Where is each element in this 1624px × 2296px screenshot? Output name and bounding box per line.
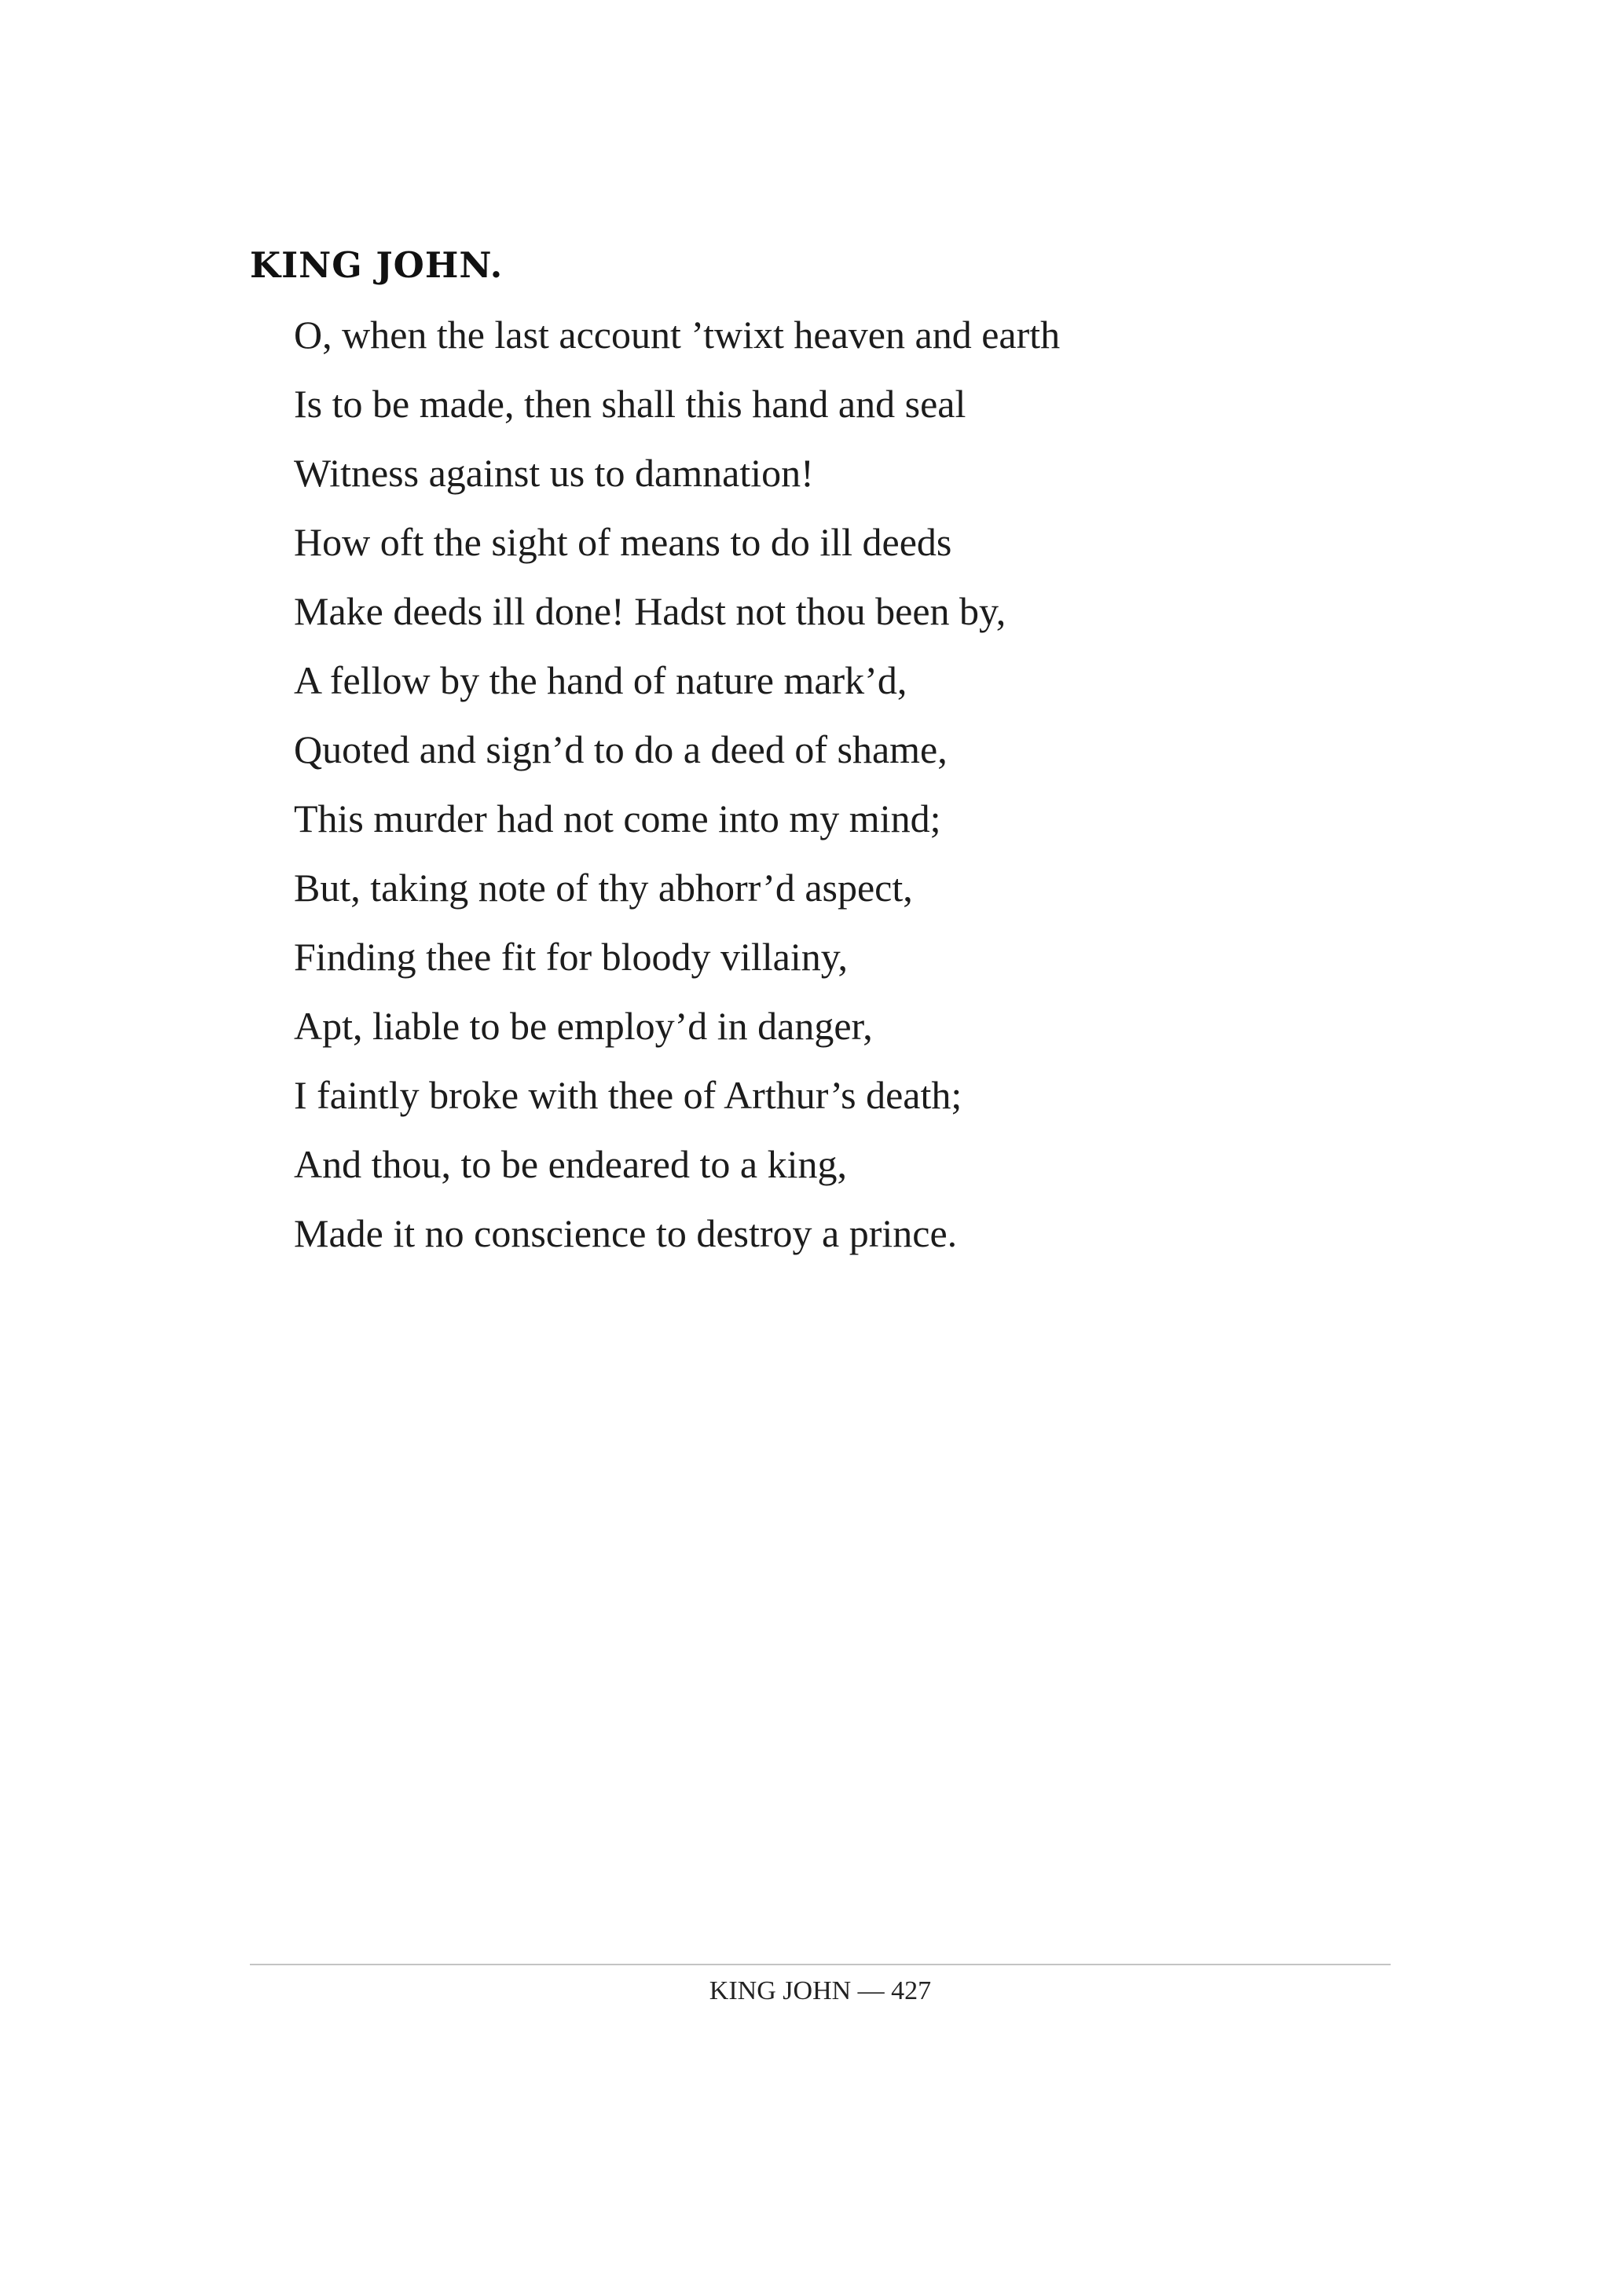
- verse-line: I faintly broke with thee of Arthur’s death;: [294, 1073, 962, 1117]
- verse-line: A fellow by the hand of nature mark’d,: [294, 658, 907, 702]
- verse-line: This murder had not come into my mind;: [294, 796, 941, 840]
- verse-line: Is to be made, then shall this hand and seal: [294, 382, 966, 426]
- verse-line: Apt, liable to be employ’d in danger,: [294, 1004, 873, 1048]
- verse-line: But, taking note of thy abhorr’d aspect,: [294, 866, 913, 910]
- verse-line: Witness against us to damnation!: [294, 451, 814, 495]
- footer-divider: [250, 1964, 1391, 1965]
- verse-line: Make deeds ill done! Hadst not thou been by,: [294, 589, 1006, 633]
- verse-line: And thou, to be endeared to a king,: [294, 1142, 847, 1186]
- footer-running-title: KING JOHN — 427: [709, 1976, 932, 2005]
- speaker-name: KING JOHN.: [250, 244, 504, 286]
- verse-line: Finding thee fit for bloody villainy,: [294, 935, 849, 979]
- verse-line: Made it no conscience to destroy a prince.: [294, 1211, 958, 1255]
- verse-line: How oft the sight of means to do ill deeds: [294, 520, 952, 564]
- verse-line: Quoted and sign’d to do a deed of shame,: [294, 727, 948, 771]
- verse-block: [294, 309, 1060, 1276]
- verse-line: O, when the last account ’twixt heaven and earth: [294, 313, 1061, 357]
